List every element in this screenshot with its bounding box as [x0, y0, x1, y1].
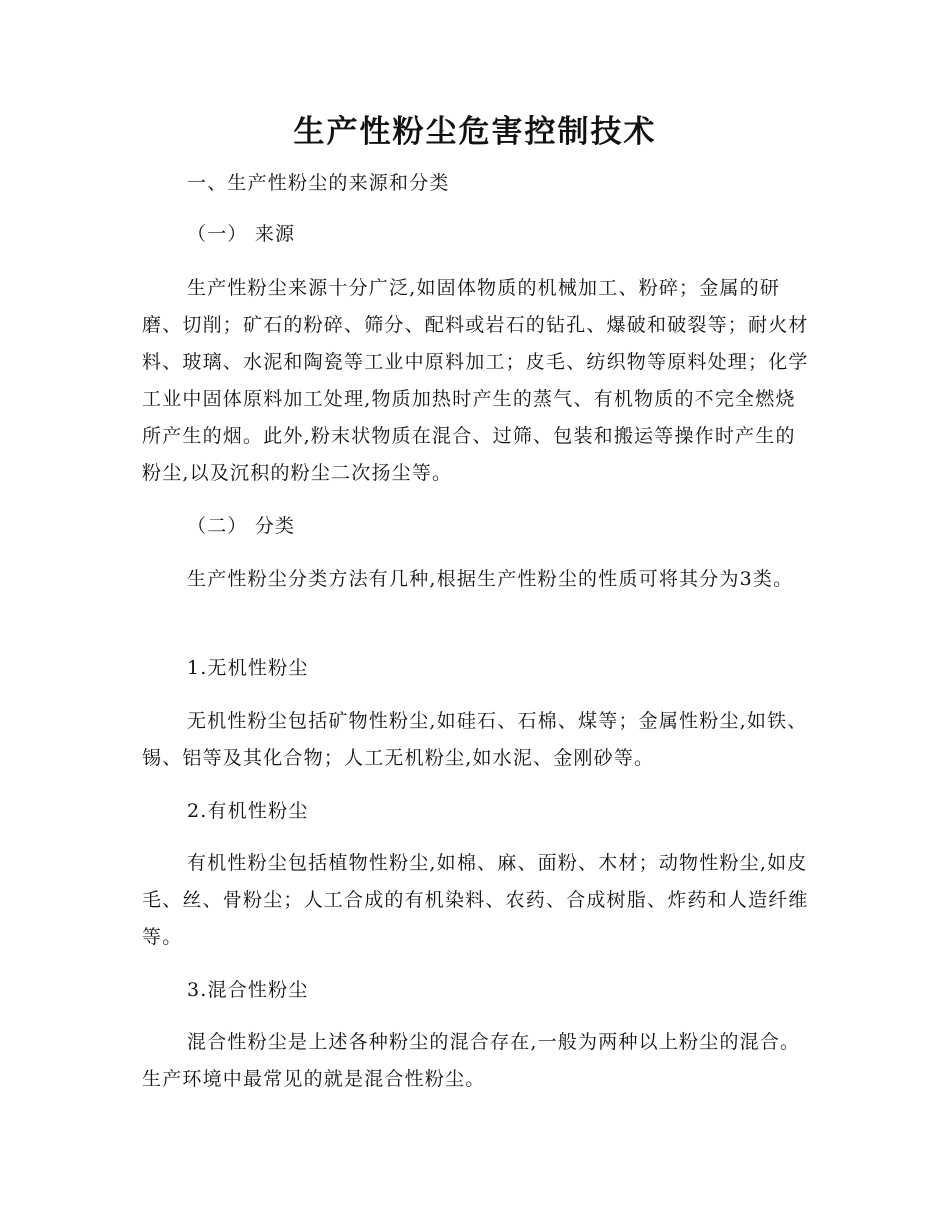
- type-heading-mixed: 3.混合性粉尘: [187, 979, 309, 1001]
- subsection-heading-source: （一） 来源: [187, 223, 296, 245]
- type-heading-organic: 2.有机性粉尘: [187, 800, 309, 822]
- paragraph-organic: 有机性粉尘包括植物性粉尘,如棉、麻、面粉、木材；动物性粉尘,如皮毛、丝、骨粉尘；人工合成的有机染料、农药、合成树脂、炸药和人造纤维等。: [142, 852, 809, 948]
- paragraph-inorganic: 无机性粉尘包括矿物性粉尘,如硅石、石棉、煤等；金属性粉尘,如铁、锡、铝等及其化合物；人工无机粉尘,如水泥、金刚砂等。: [142, 710, 808, 769]
- subsection-heading-classification: （二） 分类: [187, 515, 296, 537]
- type-heading-inorganic: 1.无机性粉尘: [187, 657, 309, 679]
- paragraph-source: 生产性粉尘来源十分广泛,如固体物质的机械加工、粉碎；金属的研磨、切削；矿石的粉碎、筛分、配料或岩石的钻孔、爆破和破裂等；耐火材料、玻璃、水泥和陶瓷等工业中原料加工；皮毛、纺织物等原料处理；化学工业中固体原料加工处理,物质加热时产生的蒸气、有机物质的不完全燃烧所产生的烟。此外,粉末状物质在混合、过筛、包装和搬运等操作时产生的粉尘,以及沉积的粉尘二次扬尘等。: [142, 277, 809, 484]
- paragraph-classification: 生产性粉尘分类方法有几种,根据生产性粉尘的性质可将其分为3类。: [187, 568, 794, 590]
- document-title: 生产性粉尘危害控制技术: [293, 114, 657, 150]
- section-heading: 一、生产性粉尘的来源和分类: [187, 172, 450, 194]
- paragraph-mixed: 混合性粉尘是上述各种粉尘的混合存在,一般为两种以上粉尘的混合。生产环境中最常见的就是混合性粉尘。: [142, 1031, 801, 1090]
